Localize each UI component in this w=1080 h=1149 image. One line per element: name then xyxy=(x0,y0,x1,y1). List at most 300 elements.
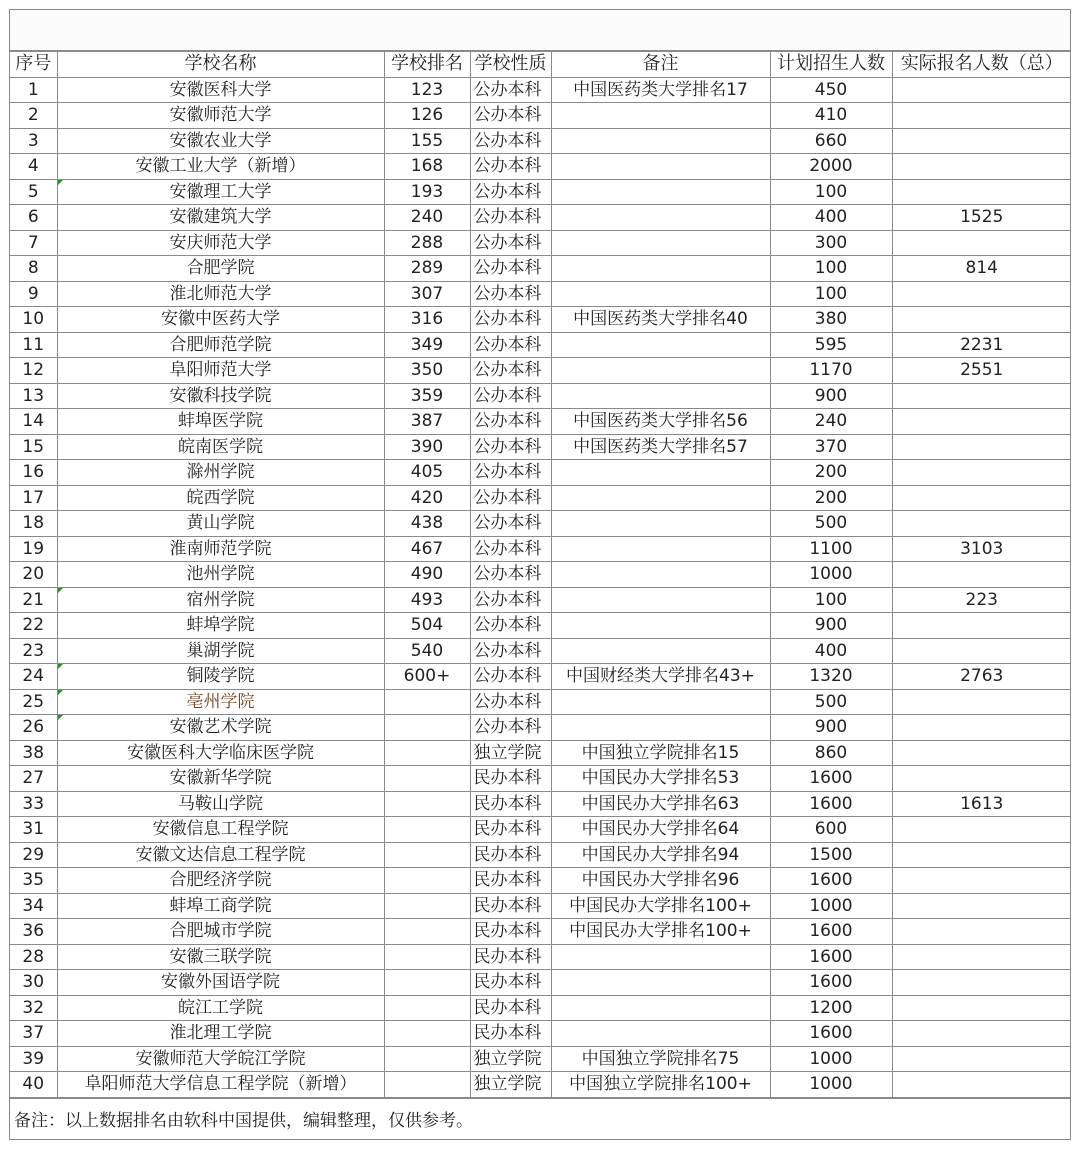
actual-applicants-cell[interactable] xyxy=(892,179,1071,205)
school-rank-cell[interactable] xyxy=(384,689,470,715)
planned-enrollment-cell[interactable]: 450 xyxy=(770,77,892,103)
planned-enrollment-cell[interactable]: 1600 xyxy=(770,868,892,894)
row-note-cell[interactable] xyxy=(551,944,770,970)
planned-enrollment-cell[interactable]: 500 xyxy=(770,511,892,537)
school-type-cell[interactable]: 公办本科 xyxy=(470,409,551,435)
table-row xyxy=(10,791,1071,817)
row-no-cell[interactable]: 29 xyxy=(10,842,57,868)
school-type-cell[interactable]: 公办本科 xyxy=(470,281,551,307)
row-note-cell[interactable]: 中国独立学院排名100+ xyxy=(551,1072,770,1098)
school-type-cell[interactable]: 民办本科 xyxy=(470,944,551,970)
row-note-cell[interactable]: 中国独立学院排名75 xyxy=(551,1046,770,1072)
row-no-cell[interactable]: 38 xyxy=(10,740,57,766)
row-note-cell[interactable]: 中国民办大学排名100+ xyxy=(551,919,770,945)
school-name-cell[interactable]: 安徽新华学院 xyxy=(57,766,384,792)
actual-applicants-cell[interactable]: 3103 xyxy=(892,536,1071,562)
row-note-cell[interactable] xyxy=(551,358,770,384)
planned-enrollment-cell[interactable]: 100 xyxy=(770,256,892,282)
school-name-cell[interactable]: 合肥学院 xyxy=(57,256,384,282)
school-type-cell[interactable]: 公办本科 xyxy=(470,562,551,588)
planned-enrollment-cell[interactable]: 1320 xyxy=(770,664,892,690)
spreadsheet xyxy=(9,9,1071,1140)
row-note-cell[interactable]: 中国财经类大学排名43+ xyxy=(551,664,770,690)
row-note-cell[interactable] xyxy=(551,715,770,741)
school-rank-cell[interactable]: 493 xyxy=(384,587,470,613)
school-type-cell[interactable]: 民办本科 xyxy=(470,817,551,843)
school-name-cell[interactable]: 安徽医科大学 xyxy=(57,77,384,103)
actual-applicants-cell[interactable]: 1613 xyxy=(892,791,1071,817)
actual-applicants-cell[interactable] xyxy=(892,919,1071,945)
table-row xyxy=(10,179,1071,205)
school-rank-cell[interactable] xyxy=(384,1021,470,1047)
row-note-cell[interactable] xyxy=(551,205,770,231)
school-rank-cell[interactable] xyxy=(384,1072,470,1098)
row-no-cell[interactable]: 31 xyxy=(10,817,57,843)
school-type-cell[interactable]: 公办本科 xyxy=(470,179,551,205)
school-name-cell[interactable]: 黄山学院 xyxy=(57,511,384,537)
row-note-cell[interactable]: 中国医药类大学排名40 xyxy=(551,307,770,333)
school-rank-cell[interactable]: 467 xyxy=(384,536,470,562)
school-name-cell[interactable]: 合肥城市学院 xyxy=(57,919,384,945)
actual-applicants-cell[interactable] xyxy=(892,740,1071,766)
header-row xyxy=(10,52,1071,78)
row-no-cell[interactable]: 25 xyxy=(10,689,57,715)
school-rank-cell[interactable]: 123 xyxy=(384,77,470,103)
planned-enrollment-cell[interactable]: 400 xyxy=(770,205,892,231)
actual-applicants-cell[interactable] xyxy=(892,434,1071,460)
row-note-cell[interactable]: 中国民办大学排名63 xyxy=(551,791,770,817)
school-type-cell[interactable]: 公办本科 xyxy=(470,613,551,639)
actual-applicants-cell[interactable] xyxy=(892,1046,1071,1072)
planned-enrollment-cell[interactable]: 595 xyxy=(770,332,892,358)
school-type-cell[interactable]: 公办本科 xyxy=(470,307,551,333)
table-row xyxy=(10,358,1071,384)
school-rank-cell[interactable] xyxy=(384,893,470,919)
school-rank-cell[interactable]: 289 xyxy=(384,256,470,282)
planned-enrollment-cell[interactable]: 410 xyxy=(770,103,892,129)
school-name-cell[interactable]: 安徽农业大学 xyxy=(57,128,384,154)
school-rank-cell[interactable] xyxy=(384,817,470,843)
table-row xyxy=(10,77,1071,103)
school-type-cell[interactable]: 公办本科 xyxy=(470,256,551,282)
school-name-cell[interactable]: 蚌埠医学院 xyxy=(57,409,384,435)
row-note-cell[interactable]: 中国民办大学排名64 xyxy=(551,817,770,843)
school-type-cell[interactable]: 民办本科 xyxy=(470,919,551,945)
row-note-cell[interactable] xyxy=(551,995,770,1021)
school-rank-cell[interactable] xyxy=(384,919,470,945)
row-note-cell[interactable] xyxy=(551,485,770,511)
row-note-cell[interactable] xyxy=(551,970,770,996)
row-no-cell[interactable]: 1 xyxy=(10,77,57,103)
row-note-cell[interactable]: 中国民办大学排名94 xyxy=(551,842,770,868)
row-no-cell[interactable]: 37 xyxy=(10,1021,57,1047)
actual-applicants-cell[interactable] xyxy=(892,842,1071,868)
planned-enrollment-cell[interactable]: 900 xyxy=(770,613,892,639)
row-note-cell[interactable] xyxy=(551,256,770,282)
school-name-cell[interactable]: 皖南医学院 xyxy=(57,434,384,460)
school-name-cell[interactable]: 皖西学院 xyxy=(57,485,384,511)
row-no-cell[interactable]: 14 xyxy=(10,409,57,435)
school-rank-cell[interactable]: 155 xyxy=(384,128,470,154)
actual-applicants-cell[interactable] xyxy=(892,383,1071,409)
school-rank-cell[interactable] xyxy=(384,791,470,817)
school-rank-cell[interactable] xyxy=(384,842,470,868)
planned-enrollment-cell[interactable]: 1600 xyxy=(770,791,892,817)
school-name-cell[interactable]: 蚌埠工商学院 xyxy=(57,893,384,919)
planned-enrollment-cell[interactable]: 380 xyxy=(770,307,892,333)
row-note-cell[interactable] xyxy=(551,128,770,154)
school-type-cell[interactable]: 独立学院 xyxy=(470,740,551,766)
school-rank-cell[interactable]: 540 xyxy=(384,638,470,664)
actual-applicants-cell[interactable] xyxy=(892,689,1071,715)
school-type-cell[interactable]: 公办本科 xyxy=(470,383,551,409)
actual-applicants-cell[interactable] xyxy=(892,562,1071,588)
row-note-cell[interactable]: 中国民办大学排名100+ xyxy=(551,893,770,919)
school-name-cell[interactable]: 巢湖学院 xyxy=(57,638,384,664)
planned-enrollment-cell[interactable]: 1000 xyxy=(770,562,892,588)
row-no-cell[interactable]: 40 xyxy=(10,1072,57,1098)
row-note-cell[interactable]: 中国民办大学排名96 xyxy=(551,868,770,894)
school-rank-cell[interactable]: 420 xyxy=(384,485,470,511)
school-type-cell[interactable]: 民办本科 xyxy=(470,893,551,919)
row-no-cell[interactable]: 28 xyxy=(10,944,57,970)
school-name-cell[interactable]: 安徽外国语学院 xyxy=(57,970,384,996)
school-name-cell[interactable]: 安徽艺术学院 xyxy=(57,715,384,741)
row-note-cell[interactable] xyxy=(551,536,770,562)
planned-enrollment-cell[interactable]: 500 xyxy=(770,689,892,715)
row-note-cell[interactable] xyxy=(551,230,770,256)
row-no-cell[interactable]: 21 xyxy=(10,587,57,613)
school-rank-cell[interactable]: 405 xyxy=(384,460,470,486)
row-note-cell[interactable] xyxy=(551,613,770,639)
school-name-cell[interactable]: 淮南师范学院 xyxy=(57,536,384,562)
table-row xyxy=(10,103,1071,129)
actual-applicants-cell[interactable] xyxy=(892,307,1071,333)
school-rank-cell[interactable] xyxy=(384,970,470,996)
actual-applicants-cell[interactable] xyxy=(892,995,1071,1021)
actual-applicants-cell[interactable] xyxy=(892,944,1071,970)
actual-applicants-cell[interactable] xyxy=(892,77,1071,103)
school-type-cell[interactable]: 公办本科 xyxy=(470,485,551,511)
school-name-cell[interactable]: 合肥师范学院 xyxy=(57,332,384,358)
actual-applicants-cell[interactable] xyxy=(892,893,1071,919)
planned-enrollment-cell[interactable]: 100 xyxy=(770,179,892,205)
actual-applicants-cell[interactable]: 2763 xyxy=(892,664,1071,690)
school-rank-cell[interactable]: 316 xyxy=(384,307,470,333)
school-name-cell[interactable]: 安庆师范大学 xyxy=(57,230,384,256)
school-name-cell[interactable]: 马鞍山学院 xyxy=(57,791,384,817)
school-rank-cell[interactable]: 504 xyxy=(384,613,470,639)
row-no-cell[interactable]: 3 xyxy=(10,128,57,154)
row-no-cell[interactable]: 39 xyxy=(10,1046,57,1072)
table-row xyxy=(10,562,1071,588)
table-row xyxy=(10,256,1071,282)
actual-applicants-cell[interactable]: 2231 xyxy=(892,332,1071,358)
row-no-cell[interactable]: 20 xyxy=(10,562,57,588)
school-name-cell[interactable]: 蚌埠学院 xyxy=(57,613,384,639)
school-rank-cell[interactable] xyxy=(384,995,470,1021)
planned-enrollment-cell[interactable]: 1600 xyxy=(770,766,892,792)
row-no-cell[interactable]: 34 xyxy=(10,893,57,919)
actual-applicants-cell[interactable] xyxy=(892,715,1071,741)
planned-enrollment-cell[interactable]: 1000 xyxy=(770,1072,892,1098)
row-note-cell[interactable] xyxy=(551,332,770,358)
row-note-cell[interactable] xyxy=(551,511,770,537)
school-type-cell[interactable]: 公办本科 xyxy=(470,511,551,537)
planned-enrollment-cell[interactable]: 900 xyxy=(770,715,892,741)
row-no-cell[interactable]: 13 xyxy=(10,383,57,409)
actual-applicants-cell[interactable] xyxy=(892,128,1071,154)
planned-enrollment-cell[interactable]: 1170 xyxy=(770,358,892,384)
planned-enrollment-cell[interactable]: 660 xyxy=(770,128,892,154)
actual-applicants-cell[interactable] xyxy=(892,154,1071,180)
row-no-cell[interactable]: 4 xyxy=(10,154,57,180)
row-note-cell[interactable] xyxy=(551,281,770,307)
school-rank-cell[interactable]: 288 xyxy=(384,230,470,256)
school-rank-cell[interactable]: 126 xyxy=(384,103,470,129)
actual-applicants-cell[interactable]: 814 xyxy=(892,256,1071,282)
row-no-cell[interactable]: 17 xyxy=(10,485,57,511)
actual-applicants-cell[interactable] xyxy=(892,409,1071,435)
row-note-cell[interactable]: 中国医药类大学排名56 xyxy=(551,409,770,435)
row-no-cell[interactable]: 16 xyxy=(10,460,57,486)
school-type-cell[interactable]: 公办本科 xyxy=(470,664,551,690)
school-rank-cell[interactable] xyxy=(384,944,470,970)
row-note-cell[interactable]: 中国医药类大学排名17 xyxy=(551,77,770,103)
school-type-cell[interactable]: 公办本科 xyxy=(470,77,551,103)
school-rank-cell[interactable] xyxy=(384,868,470,894)
planned-enrollment-cell[interactable]: 1500 xyxy=(770,842,892,868)
planned-enrollment-cell[interactable]: 900 xyxy=(770,383,892,409)
school-type-cell[interactable]: 公办本科 xyxy=(470,715,551,741)
school-rank-cell[interactable]: 350 xyxy=(384,358,470,384)
row-no-cell[interactable]: 24 xyxy=(10,664,57,690)
row-note-cell[interactable] xyxy=(551,689,770,715)
table-row xyxy=(10,817,1071,843)
school-name-cell[interactable]: 淮北师范大学 xyxy=(57,281,384,307)
planned-enrollment-cell[interactable]: 1600 xyxy=(770,1021,892,1047)
school-rank-cell[interactable]: 390 xyxy=(384,434,470,460)
row-no-cell[interactable]: 26 xyxy=(10,715,57,741)
school-type-cell[interactable]: 公办本科 xyxy=(470,154,551,180)
planned-enrollment-cell[interactable]: 100 xyxy=(770,281,892,307)
row-no-cell[interactable]: 8 xyxy=(10,256,57,282)
row-no-cell[interactable]: 22 xyxy=(10,613,57,639)
actual-applicants-cell[interactable] xyxy=(892,460,1071,486)
row-note-cell[interactable] xyxy=(551,103,770,129)
table-row xyxy=(10,715,1071,741)
school-name-cell[interactable]: 宿州学院 xyxy=(57,587,384,613)
table-row xyxy=(10,587,1071,613)
header-rank: 学校排名 xyxy=(384,52,470,78)
actual-applicants-cell[interactable]: 1525 xyxy=(892,205,1071,231)
actual-applicants-cell[interactable] xyxy=(892,638,1071,664)
school-name-cell[interactable]: 安徽师范大学皖江学院 xyxy=(57,1046,384,1072)
school-type-cell[interactable]: 公办本科 xyxy=(470,205,551,231)
row-no-cell[interactable]: 9 xyxy=(10,281,57,307)
school-type-cell[interactable]: 公办本科 xyxy=(470,230,551,256)
row-no-cell[interactable]: 23 xyxy=(10,638,57,664)
planned-enrollment-cell[interactable]: 1100 xyxy=(770,536,892,562)
planned-enrollment-cell[interactable]: 400 xyxy=(770,638,892,664)
school-rank-cell[interactable]: 387 xyxy=(384,409,470,435)
row-no-cell[interactable]: 7 xyxy=(10,230,57,256)
actual-applicants-cell[interactable] xyxy=(892,485,1071,511)
planned-enrollment-cell[interactable]: 200 xyxy=(770,460,892,486)
row-no-cell[interactable]: 11 xyxy=(10,332,57,358)
row-no-cell[interactable]: 30 xyxy=(10,970,57,996)
row-no-cell[interactable]: 32 xyxy=(10,995,57,1021)
planned-enrollment-cell[interactable]: 1000 xyxy=(770,1046,892,1072)
school-rank-cell[interactable] xyxy=(384,715,470,741)
school-rank-cell[interactable] xyxy=(384,740,470,766)
row-no-cell[interactable]: 12 xyxy=(10,358,57,384)
school-type-cell[interactable]: 公办本科 xyxy=(470,103,551,129)
planned-enrollment-cell[interactable]: 1600 xyxy=(770,944,892,970)
row-no-cell[interactable]: 5 xyxy=(10,179,57,205)
school-name-cell[interactable]: 安徽医科大学临床医学院 xyxy=(57,740,384,766)
school-name-cell[interactable]: 亳州学院 xyxy=(57,689,384,715)
school-type-cell[interactable]: 民办本科 xyxy=(470,868,551,894)
school-rank-cell[interactable]: 600+ xyxy=(384,664,470,690)
school-type-cell[interactable]: 公办本科 xyxy=(470,128,551,154)
header-actual: 实际报名人数（总） xyxy=(892,52,1071,78)
table-row xyxy=(10,383,1071,409)
planned-enrollment-cell[interactable]: 1600 xyxy=(770,970,892,996)
school-name-cell[interactable]: 安徽师范大学 xyxy=(57,103,384,129)
school-name-cell[interactable]: 阜阳师范大学 xyxy=(57,358,384,384)
school-type-cell[interactable]: 民办本科 xyxy=(470,995,551,1021)
planned-enrollment-cell[interactable]: 2000 xyxy=(770,154,892,180)
row-no-cell[interactable]: 18 xyxy=(10,511,57,537)
planned-enrollment-cell[interactable]: 300 xyxy=(770,230,892,256)
table-row xyxy=(10,307,1071,333)
row-note-cell[interactable] xyxy=(551,460,770,486)
school-name-cell[interactable]: 安徽文达信息工程学院 xyxy=(57,842,384,868)
actual-applicants-cell[interactable] xyxy=(892,281,1071,307)
school-name-cell[interactable]: 滁州学院 xyxy=(57,460,384,486)
row-no-cell[interactable]: 36 xyxy=(10,919,57,945)
planned-enrollment-cell[interactable]: 1600 xyxy=(770,919,892,945)
school-type-cell[interactable]: 公办本科 xyxy=(470,434,551,460)
school-name-cell[interactable]: 阜阳师范大学信息工程学院（新增） xyxy=(57,1072,384,1098)
planned-enrollment-cell[interactable]: 200 xyxy=(770,485,892,511)
school-type-cell[interactable]: 独立学院 xyxy=(470,1046,551,1072)
school-type-cell[interactable]: 公办本科 xyxy=(470,638,551,664)
actual-applicants-cell[interactable] xyxy=(892,103,1071,129)
table-row xyxy=(10,613,1071,639)
school-type-cell[interactable]: 公办本科 xyxy=(470,460,551,486)
row-note-cell[interactable]: 中国医药类大学排名57 xyxy=(551,434,770,460)
row-no-cell[interactable]: 33 xyxy=(10,791,57,817)
school-rank-cell[interactable]: 349 xyxy=(384,332,470,358)
table-row xyxy=(10,995,1071,1021)
school-name-cell[interactable]: 合肥经济学院 xyxy=(57,868,384,894)
school-type-cell[interactable]: 民办本科 xyxy=(470,970,551,996)
row-note-cell[interactable] xyxy=(551,1021,770,1047)
actual-applicants-cell[interactable] xyxy=(892,613,1071,639)
school-type-cell[interactable]: 公办本科 xyxy=(470,536,551,562)
actual-applicants-cell[interactable] xyxy=(892,1072,1071,1098)
actual-applicants-cell[interactable]: 223 xyxy=(892,587,1071,613)
planned-enrollment-cell[interactable]: 370 xyxy=(770,434,892,460)
table-row xyxy=(10,766,1071,792)
school-name-cell[interactable]: 安徽建筑大学 xyxy=(57,205,384,231)
school-type-cell[interactable]: 独立学院 xyxy=(470,1072,551,1098)
row-note-cell[interactable] xyxy=(551,562,770,588)
school-rank-cell[interactable]: 359 xyxy=(384,383,470,409)
planned-enrollment-cell[interactable]: 600 xyxy=(770,817,892,843)
row-note-cell[interactable]: 中国独立学院排名15 xyxy=(551,740,770,766)
school-name-cell[interactable]: 铜陵学院 xyxy=(57,664,384,690)
school-name-cell[interactable]: 安徽理工大学 xyxy=(57,179,384,205)
planned-enrollment-cell[interactable]: 1200 xyxy=(770,995,892,1021)
school-rank-cell[interactable]: 193 xyxy=(384,179,470,205)
school-type-cell[interactable]: 民办本科 xyxy=(470,842,551,868)
actual-applicants-cell[interactable] xyxy=(892,868,1071,894)
actual-applicants-cell[interactable]: 2551 xyxy=(892,358,1071,384)
school-rank-cell[interactable] xyxy=(384,1046,470,1072)
row-note-cell[interactable] xyxy=(551,154,770,180)
school-name-cell[interactable]: 安徽工业大学（新增） xyxy=(57,154,384,180)
row-no-cell[interactable]: 15 xyxy=(10,434,57,460)
actual-applicants-cell[interactable] xyxy=(892,1021,1071,1047)
row-no-cell[interactable]: 27 xyxy=(10,766,57,792)
row-note-cell[interactable] xyxy=(551,383,770,409)
planned-enrollment-cell[interactable]: 100 xyxy=(770,587,892,613)
planned-enrollment-cell[interactable]: 240 xyxy=(770,409,892,435)
school-type-cell[interactable]: 公办本科 xyxy=(470,358,551,384)
row-note-cell[interactable]: 中国民办大学排名53 xyxy=(551,766,770,792)
school-type-cell[interactable]: 民办本科 xyxy=(470,766,551,792)
row-note-cell[interactable] xyxy=(551,179,770,205)
school-name-cell[interactable]: 安徽科技学院 xyxy=(57,383,384,409)
school-name-cell[interactable]: 皖江工学院 xyxy=(57,995,384,1021)
school-type-cell[interactable]: 公办本科 xyxy=(470,587,551,613)
planned-enrollment-cell[interactable]: 1000 xyxy=(770,893,892,919)
school-rank-cell[interactable]: 438 xyxy=(384,511,470,537)
actual-applicants-cell[interactable] xyxy=(892,970,1071,996)
table-row xyxy=(10,919,1071,945)
actual-applicants-cell[interactable] xyxy=(892,766,1071,792)
school-type-cell[interactable]: 公办本科 xyxy=(470,689,551,715)
school-name-cell[interactable]: 淮北理工学院 xyxy=(57,1021,384,1047)
actual-applicants-cell[interactable] xyxy=(892,817,1071,843)
school-rank-cell[interactable]: 168 xyxy=(384,154,470,180)
school-type-cell[interactable]: 公办本科 xyxy=(470,332,551,358)
row-no-cell[interactable]: 10 xyxy=(10,307,57,333)
row-note-cell[interactable] xyxy=(551,587,770,613)
planned-enrollment-cell[interactable]: 860 xyxy=(770,740,892,766)
school-rank-cell[interactable]: 307 xyxy=(384,281,470,307)
row-no-cell[interactable]: 19 xyxy=(10,536,57,562)
school-type-cell[interactable]: 民办本科 xyxy=(470,791,551,817)
row-no-cell[interactable]: 35 xyxy=(10,868,57,894)
school-type-cell[interactable]: 民办本科 xyxy=(470,1021,551,1047)
school-name-cell[interactable]: 安徽信息工程学院 xyxy=(57,817,384,843)
row-no-cell[interactable]: 6 xyxy=(10,205,57,231)
actual-applicants-cell[interactable] xyxy=(892,511,1071,537)
school-name-cell[interactable]: 安徽三联学院 xyxy=(57,944,384,970)
school-rank-cell[interactable]: 490 xyxy=(384,562,470,588)
school-rank-cell[interactable] xyxy=(384,766,470,792)
school-rank-cell[interactable]: 240 xyxy=(384,205,470,231)
row-no-cell[interactable]: 2 xyxy=(10,103,57,129)
row-note-cell[interactable] xyxy=(551,638,770,664)
school-name-cell[interactable]: 安徽中医药大学 xyxy=(57,307,384,333)
school-name-cell[interactable]: 池州学院 xyxy=(57,562,384,588)
actual-applicants-cell[interactable] xyxy=(892,230,1071,256)
